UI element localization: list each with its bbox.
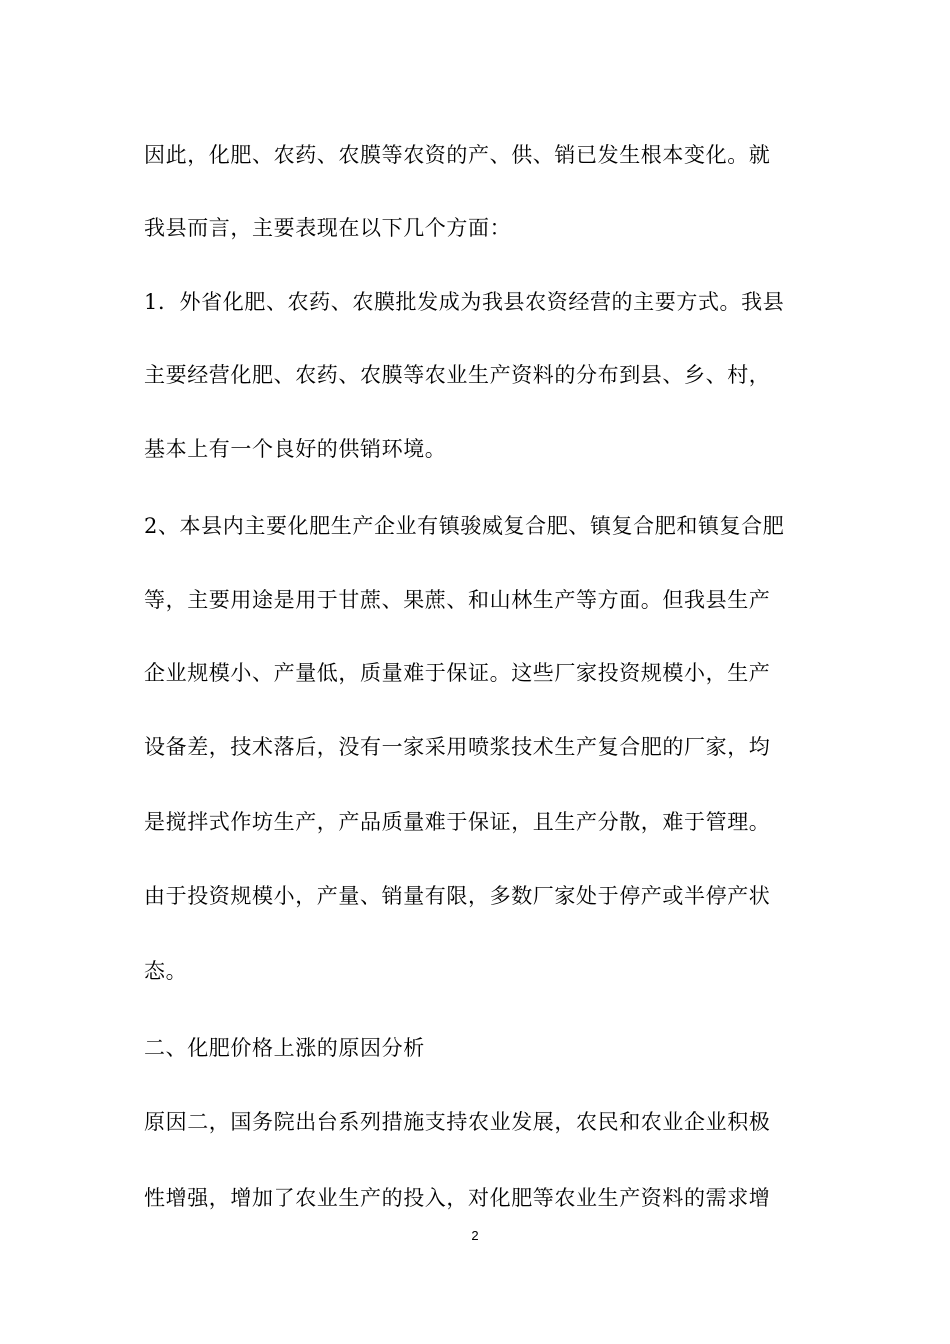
text-line-6: 2、本县内主要化肥生产企业有镇骏威复合肥、镇复合肥和镇复合肥	[144, 514, 785, 538]
text-line-12: 态。	[144, 959, 188, 983]
text-line-10: 是搅拌式作坊生产，产品质量难于保证，且生产分散，难于管理。	[144, 810, 771, 834]
page-number: 2	[471, 1228, 479, 1243]
section-heading: 二、化肥价格上涨的原因分析	[144, 1036, 425, 1060]
text-line-1: 因此，化肥、农药、农膜等农资的产、供、销已发生根本变化。就	[144, 143, 771, 167]
text-line-3: 1．外省化肥、农药、农膜批发成为我县农资经营的主要方式。我县	[144, 290, 785, 314]
text-line-5: 基本上有一个良好的供销环境。	[144, 437, 447, 461]
text-line-4: 主要经营化肥、农药、农膜等农业生产资料的分布到县、乡、村，	[144, 363, 771, 387]
text-line-2: 我县而言，主要表现在以下几个方面：	[144, 216, 512, 240]
text-line-8: 企业规模小、产量低，质量难于保证。这些厂家投资规模小，生产	[144, 661, 771, 685]
text-line-14: 原因二，国务院出台系列措施支持农业发展，农民和农业企业积极	[144, 1110, 771, 1134]
text-line-9: 设备差，技术落后，没有一家采用喷浆技术生产复合肥的厂家，均	[144, 735, 771, 759]
text-line-11: 由于投资规模小，产量、销量有限，多数厂家处于停产或半停产状	[144, 884, 771, 908]
text-line-15: 性增强，增加了农业生产的投入，对化肥等农业生产资料的需求增	[144, 1186, 771, 1210]
text-line-7: 等，主要用途是用于甘蔗、果蔗、和山林生产等方面。但我县生产	[144, 588, 771, 612]
